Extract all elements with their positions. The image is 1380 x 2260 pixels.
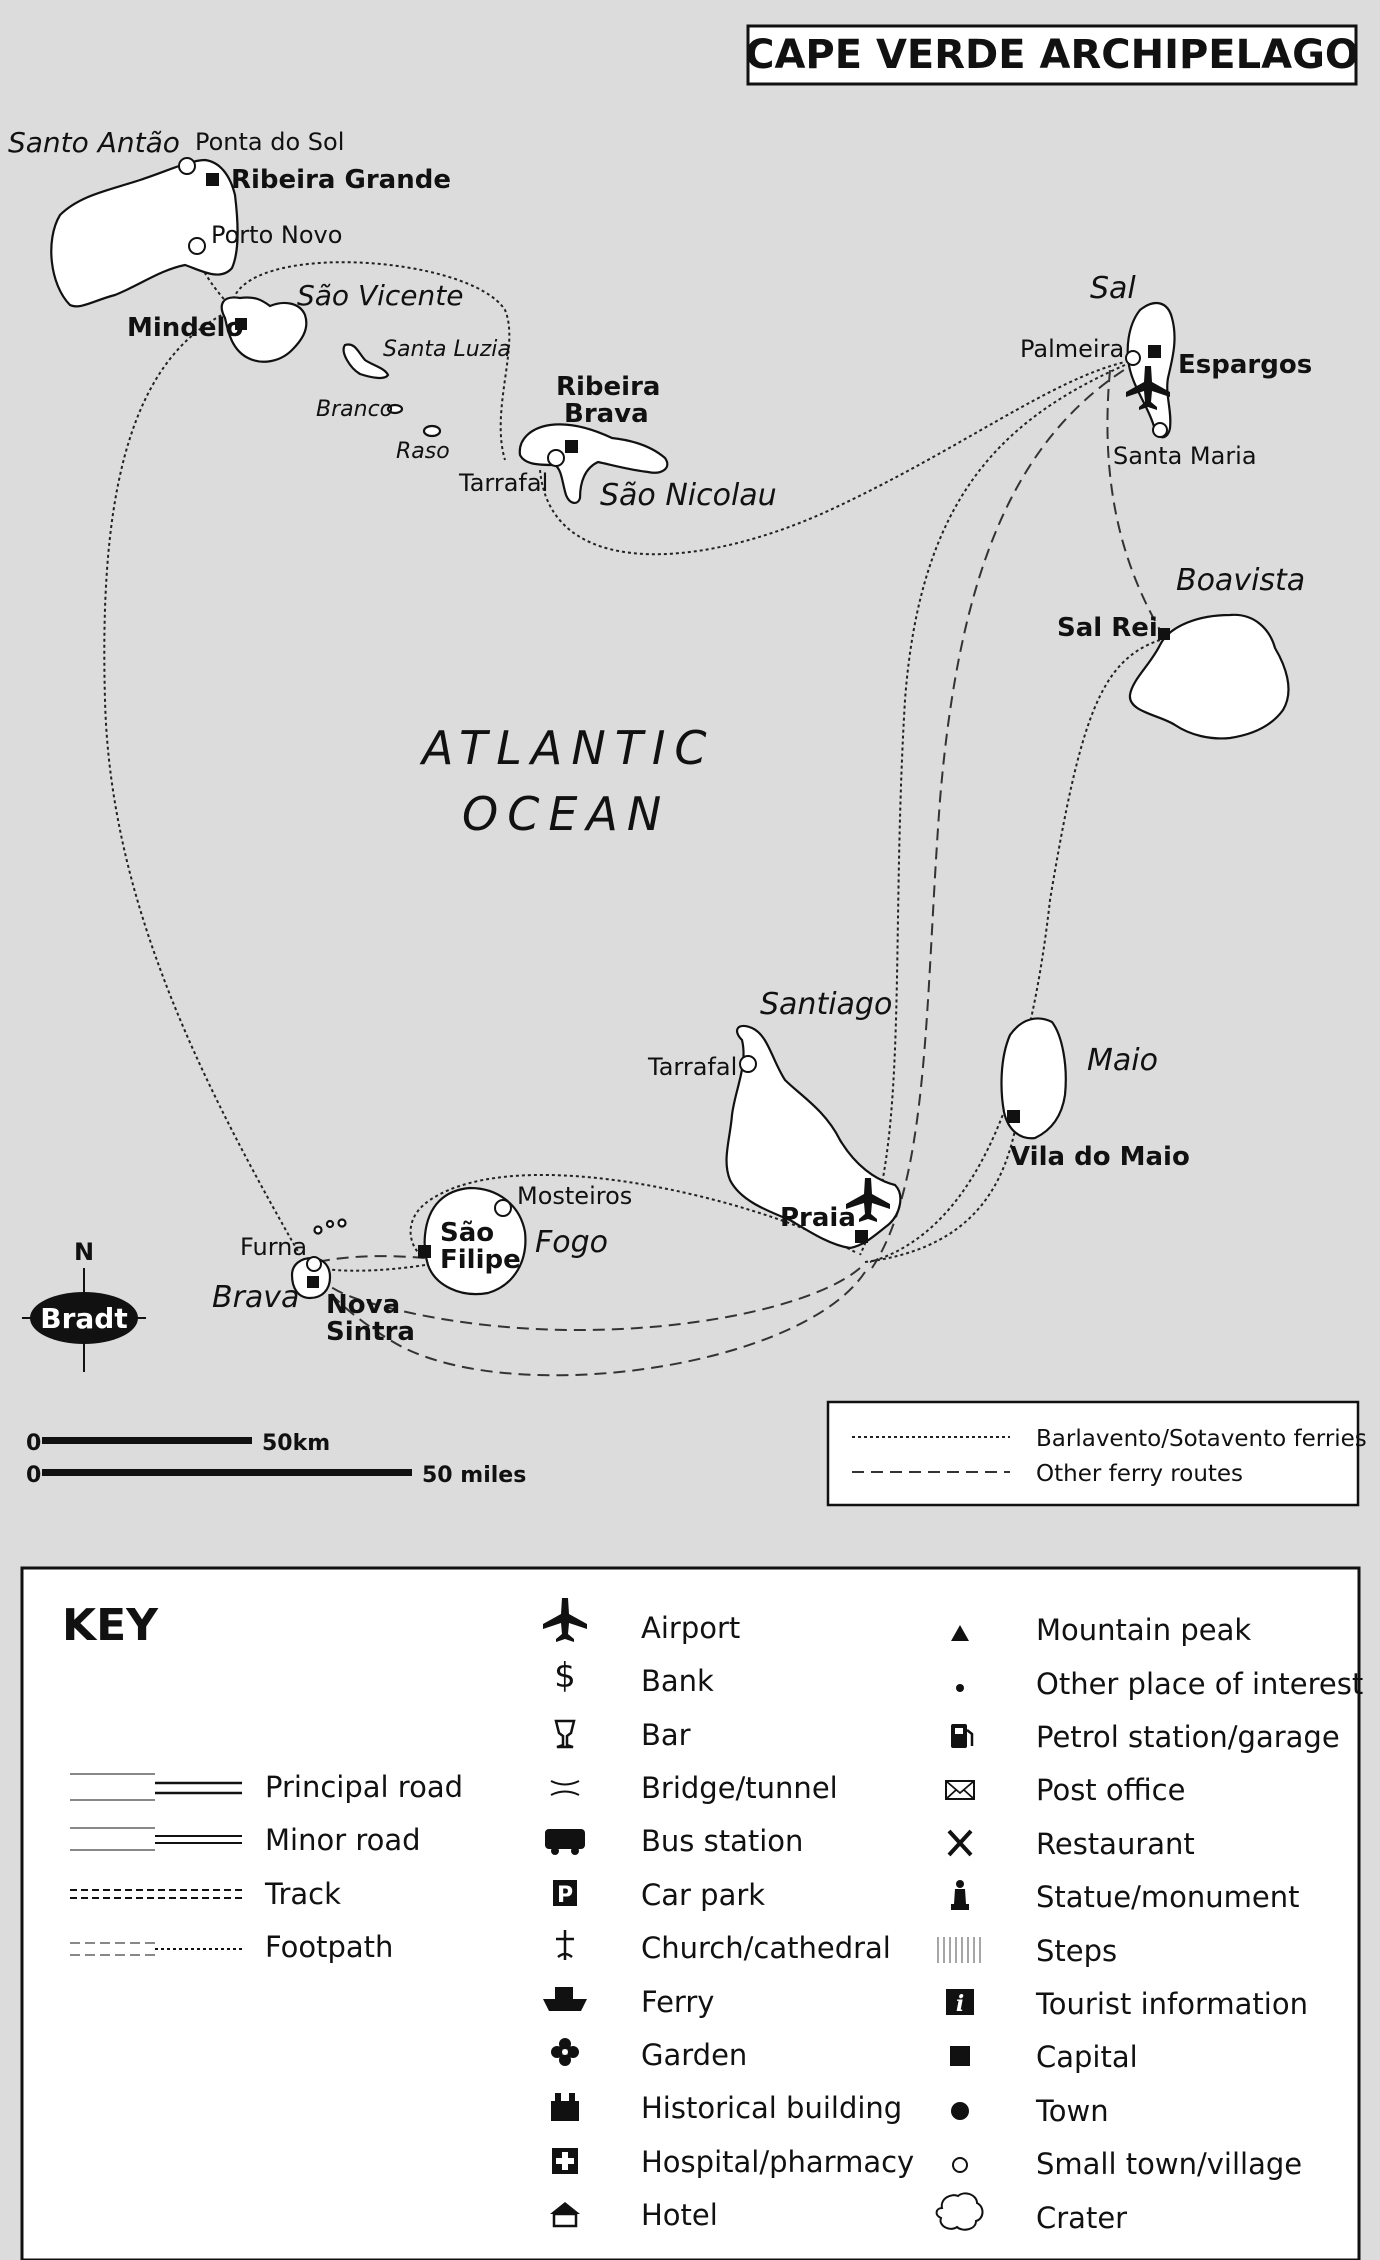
route-mindelo-furna bbox=[104, 310, 300, 1255]
label-espargos: Espargos bbox=[1178, 350, 1313, 380]
label-porto-novo: Porto Novo bbox=[211, 221, 343, 249]
label-santa-maria: Santa Maria bbox=[1113, 442, 1257, 470]
label-santo-antao: Santo Antão bbox=[8, 126, 180, 159]
key-church: Church/cathedral bbox=[641, 1931, 891, 1965]
key-restaurant: Restaurant bbox=[1036, 1827, 1195, 1861]
legend-other: Other ferry routes bbox=[1036, 1461, 1244, 1487]
scale-bar bbox=[26, 1431, 526, 1488]
route-espargos-praia-2 bbox=[872, 360, 1140, 1268]
capital-marker bbox=[565, 440, 578, 453]
key-bar: Bar bbox=[641, 1718, 691, 1752]
key-car-park: Car park bbox=[641, 1878, 766, 1912]
label-ocean-2: OCEAN bbox=[462, 787, 671, 841]
key-steps: Steps bbox=[1036, 1934, 1118, 1968]
island-santa-luzia bbox=[344, 344, 388, 378]
label-vila-do-maio: Vila do Maio bbox=[1010, 1142, 1190, 1172]
svg-text:i: i bbox=[955, 1991, 965, 2017]
label-maio: Maio bbox=[1087, 1043, 1158, 1078]
compass bbox=[22, 1238, 146, 1372]
key-minor-road: Minor road bbox=[265, 1823, 421, 1857]
key-garden: Garden bbox=[641, 2038, 748, 2072]
brand-logo: Bradt bbox=[40, 1302, 128, 1335]
key-bank: Bank bbox=[641, 1664, 714, 1698]
label-mindelo: Mindelo bbox=[127, 313, 244, 343]
key-hotel: Hotel bbox=[641, 2198, 718, 2232]
hospital-icon bbox=[552, 2148, 578, 2174]
key-capital: Capital bbox=[1036, 2040, 1138, 2074]
village-marker bbox=[189, 238, 205, 254]
car-park-icon bbox=[553, 1880, 577, 1908]
label-ocean-1: ATLANTIC bbox=[422, 721, 716, 775]
label-tarrafal-st: Tarrafal bbox=[648, 1053, 738, 1081]
tourist-info-icon bbox=[946, 1989, 974, 2017]
village-marker bbox=[307, 1257, 321, 1271]
village-marker bbox=[740, 1056, 756, 1072]
label-brava-town: Brava bbox=[564, 399, 649, 429]
label-ponta-do-sol: Ponta do Sol bbox=[195, 128, 345, 156]
capital-icon bbox=[950, 2046, 970, 2066]
key-bus-station: Bus station bbox=[641, 1824, 804, 1858]
key-crater: Crater bbox=[1036, 2201, 1128, 2235]
capital-marker bbox=[855, 1230, 868, 1243]
scale-km-label: 50km bbox=[262, 1431, 331, 1456]
label-sal-rei: Sal Rei bbox=[1057, 613, 1158, 643]
scale-zero-km: 0 bbox=[26, 1431, 42, 1456]
label-furna: Furna bbox=[240, 1233, 308, 1261]
key-tourist-info: Tourist information bbox=[1036, 1987, 1308, 2021]
label-ribeira-grande: Ribeira Grande bbox=[231, 165, 451, 195]
map-title bbox=[745, 26, 1359, 84]
route-furna-saofilipe-alt bbox=[318, 1256, 425, 1262]
key-airport: Airport bbox=[641, 1611, 741, 1645]
legend-barlavento: Barlavento/Sotavento ferries bbox=[1036, 1426, 1367, 1452]
village-marker bbox=[179, 158, 195, 174]
label-raso: Raso bbox=[396, 439, 450, 464]
village-marker bbox=[548, 450, 564, 466]
label-ribeira: Ribeira bbox=[556, 372, 661, 402]
capital-marker bbox=[418, 1245, 431, 1258]
label-sao-vicente: São Vicente bbox=[297, 279, 464, 312]
key-place-of-interest: Other place of interest bbox=[1036, 1667, 1364, 1701]
key-footpath: Footpath bbox=[265, 1930, 394, 1964]
label-santa-luzia: Santa Luzia bbox=[383, 337, 511, 362]
capital-marker bbox=[206, 173, 219, 186]
label-branco: Branco bbox=[316, 397, 394, 422]
label-sao-nicolau: São Nicolau bbox=[600, 478, 777, 513]
key-historical-building: Historical building bbox=[641, 2091, 903, 2125]
capital-marker bbox=[1158, 628, 1170, 640]
island-raso bbox=[424, 426, 440, 436]
label-filipe: Filipe bbox=[440, 1245, 521, 1275]
village-marker bbox=[1153, 423, 1167, 437]
label-praia: Praia bbox=[780, 1203, 856, 1233]
label-fogo: Fogo bbox=[535, 1225, 609, 1260]
key-statue: Statue/monument bbox=[1036, 1880, 1300, 1914]
islet-3 bbox=[339, 1220, 346, 1227]
label-mosteiros: Mosteiros bbox=[517, 1182, 633, 1210]
label-sintra: Sintra bbox=[326, 1317, 415, 1347]
key-track: Track bbox=[265, 1877, 341, 1911]
key-bridge: Bridge/tunnel bbox=[641, 1771, 838, 1805]
label-boavista: Boavista bbox=[1176, 563, 1306, 598]
route-saofilipe-furna bbox=[318, 1265, 425, 1271]
key-ferry: Ferry bbox=[641, 1985, 715, 2019]
key-village: Small town/village bbox=[1036, 2147, 1303, 2181]
scale-miles-label: 50 miles bbox=[422, 1463, 527, 1488]
ferry-legend bbox=[828, 1402, 1367, 1505]
label-tarrafal-sn: Tarrafal bbox=[459, 469, 549, 497]
village-icon bbox=[953, 2158, 967, 2172]
town-icon bbox=[951, 2102, 969, 2120]
key-hospital: Hospital/pharmacy bbox=[641, 2145, 915, 2179]
scale-zero-miles: 0 bbox=[26, 1463, 42, 1488]
title-text: CAPE VERDE ARCHIPELAGO bbox=[745, 32, 1359, 78]
capital-marker bbox=[307, 1276, 319, 1288]
label-sal: Sal bbox=[1090, 271, 1136, 306]
compass-north: N bbox=[74, 1238, 95, 1266]
label-brava-island: Brava bbox=[212, 1280, 300, 1315]
capital-marker bbox=[1148, 345, 1161, 358]
key-heading: KEY bbox=[62, 1600, 159, 1651]
route-palmeira-praia-1 bbox=[860, 365, 1125, 1255]
key-petrol-station: Petrol station/garage bbox=[1036, 1720, 1340, 1754]
key-panel bbox=[22, 1568, 1363, 2260]
key-town: Town bbox=[1036, 2094, 1109, 2128]
label-santiago: Santiago bbox=[760, 987, 893, 1022]
label-sao: São bbox=[440, 1218, 495, 1248]
village-marker bbox=[1126, 351, 1140, 365]
key-post-office: Post office bbox=[1036, 1773, 1186, 1807]
label-nova: Nova bbox=[326, 1290, 401, 1320]
bank-icon: $ bbox=[554, 1656, 576, 1696]
islet-2 bbox=[327, 1221, 333, 1227]
islet-1 bbox=[315, 1227, 322, 1234]
key-mountain-peak: Mountain peak bbox=[1036, 1613, 1252, 1647]
label-palmeira: Palmeira bbox=[1020, 335, 1125, 363]
labels bbox=[8, 126, 1312, 1347]
village-marker bbox=[495, 1200, 511, 1216]
svg-text:P: P bbox=[556, 1883, 574, 1908]
key-principal-road: Principal road bbox=[265, 1770, 464, 1804]
place-of-interest-icon bbox=[956, 1684, 964, 1692]
capital-marker bbox=[1007, 1110, 1020, 1123]
